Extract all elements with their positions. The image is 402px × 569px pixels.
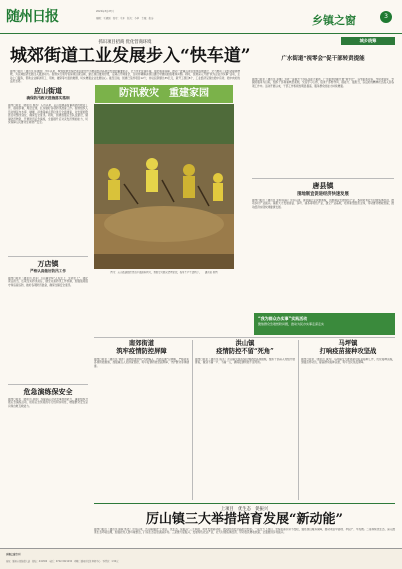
right-article-2-subhead: 围地制宜促进经济快速发展 [297,192,349,197]
divider [8,384,88,385]
newspaper-logo: 随州日报 [6,9,58,25]
bottom-body: 随州日报讯（通讯员 胡斌 郑洁）今年以来，厉山镇围绕“上项目、优生态、促振兴”三大举措，培育发展新动能，推动经济社会高质量发展。一是全力上项目，坚持招商引资不放松，强化项目服务保障，推动项目早落地、早投产、早见效。二是持续优生态，深入推进生态环境治理，加强农村人居环境整治，打造生态宜居美丽乡村。三是聚力促振兴，发展特色农业产业，壮大村级集体经济，带动农民增收致富，全面推进乡村振兴。 [94,528,395,535]
section-label: 城乡统筹 [341,37,395,45]
divider [192,340,193,500]
editor-credits: 编辑：王建国 校对：王芳 版式：李华 美编：张涛 [96,17,154,20]
divider [94,503,395,504]
bottom-kicker: 上项目 优生态 促振兴 [220,507,269,512]
section-title: 乡镇之窗 [312,14,356,27]
issue-date: 2022年3月27日 [96,10,114,13]
feature-banner: 防汛救灾 重建家园 [95,85,233,103]
left-article-1-body: 随州日报讯（通讯员 周涛）入汛以来，应山街道高度重视防汛救灾工作，提前部署，周密安排，扎实做好各项防汛准备工作。街道组织人员对辖区内水库、塘堰、河道等重点部位进行全面排查，对发现的隐患及时整改到位，确保安全度汛。同时，街道加强应急队伍建设，储备防汛物资，开展防汛应急演练，全面提升应对突发汛情的能力，切实保障人民群众生命财产安全。 [8,104,88,125]
left-article-2-body: 随州日报讯（通讯员 吴军）万店镇坚持“人民至上、生命至上”，强化责任担当，压紧压实防汛责任，健全完善防汛工作机制，加强值班值守和巡查巡防，做好各项防汛准备，确保全镇安全度汛。 [8,277,88,287]
mid-article-2-headline: 洪山镇 疫情防控不留“死角” [216,340,274,355]
right-article-2-place: 唐县镇 [312,181,334,190]
divider [298,340,299,500]
divider [94,337,395,338]
divider [8,256,88,257]
left-article-3-body: 随州日报讯（通讯员 孙伟）为提高应对突发事件的能力，镇里组织开展应急演练活动，检验应急预案的可行性和实用性，增强群众安全意识和自救互救能力。 [8,398,88,408]
top-body: 随州日报讯（通讯员 陈建国）今年以来，城郊街道坚持把项目建设作为推动经济高质量发展的重要抓手，全力优化营商环境，强化服务保障，推动一批重点项目加快落地建设，全力推动工业经济提质增效，为区域经济发展注入强劲动力。街道实行领导包保项目责任制，建立项目推进台账，定期召开调度会，及时协调解决项目建设中遇到的困难和问题。同时，街道深入开展“我为企业办实事”活动，主动上门服务，帮助企业解决用工、用地、融资等方面的难题，切实增强企业发展信心。截至目前，街道已签约项目12个，协议投资额达35亿元，新开工项目8个，工业经济呈现出稳中有进、稳中向好的良好态势。 [10,70,240,84]
page-footer [0,548,402,569]
page-number: 3 [380,11,392,23]
left-article-3-headline: 危急演练保安全 [23,387,73,396]
mid-article-3-headline: 马坪镇 打响疫苗接种攻坚战 [319,340,377,355]
mid-article-1-headline: 南郊街道 筑牢疫情防控屏障 [116,340,167,355]
right-article-2-body: 随州日报讯（通讯员 张明 程丽）今年以来，唐县镇立足资源禀赋，因地制宜发展特色产业，积极培育壮大村级集体经济，推动乡村产业振兴。镇里大力发展香菇、茶叶、油茶等特色产业，建立产业基地，培育新型经营主体，带动群众增收致富，推动经济实现快速健康发展。 [252,199,394,209]
divider [252,178,394,179]
photo-caption: 图为：应山街道组织党员干部抢险救灾，帮助受灾群众清理淤泥，恢复生产生活秩序。 通讯员 供图 [110,271,218,274]
left-article-2-subhead: 严格认真做好防汛工作 [30,269,66,273]
masthead [0,0,402,34]
photo-illustration [94,104,234,269]
right-article-1-body: 随州日报讯（通讯员 李娜）为进一步提升干部队伍能力素质，广水街道创新开展“视零会”，以零距离对标、零时差落实、零缺陷服务为目标，组织干部观看典型案例，交流学习心得，促进干部转作风、提能力、强担当，以良好的精神状态投入到各项工作中。活动开展以来，干部工作积极性明显提高，服务群众的能力持续增强。 [252,78,394,88]
mid-article-3-body: 随州日报讯（通讯员 黄涛）马坪镇全力推进新冠疫苗接种工作，优化接种流程，加强宣传动员，提高群众接种意愿，筑牢全民免疫屏障。 [301,358,395,365]
left-article-1-subhead: 确保防汛救灾措施落实落细 [26,96,70,100]
left-article-2-place: 万店镇 [37,259,59,268]
flood-rescue-photo [94,104,234,269]
top-headline: 城郊街道工业发展步入“快车道” [10,46,251,66]
top-kicker: 抓识项目招商 优化营商环境 [98,40,152,45]
bottom-headline: 厉山镇三大举措培育发展“新动能” [146,512,343,527]
right-article-1-headline: 广水街道“视零会”促干部转责提能 [281,56,365,62]
mid-article-1-body: 随州日报讯（通讯员 刘洋）南郊街道坚持“外防输入、内防反弹”总策略，严格落实各项防控措施，加强重点人员排查管控，筑牢疫情防控坚固屏障，守护群众身体健康。 [94,358,189,368]
footer-title: 乡镇之窗专刊 [6,553,21,556]
left-article-1-place: 应山街道 [34,86,62,95]
campaign-title: “我为群众办实事”实践活动 [258,316,308,321]
campaign-box [254,313,395,335]
campaign-text: 聚焦群众急难愁盼问题，推动为民办实事走深走实 [258,321,325,326]
footer-info: 地址：随州市擂鼓墩大道 邮编：441300 电话：0722-3221234 印刷：随州日报社印务中心 零售价：1.50元 [6,560,119,563]
mid-article-2-body: 随州日报讯（通讯员 陈平）洪山镇全面落实疫情防控各项措施，组织干部深入村组开展排查，做到不漏一户、不漏一人，确保疫情防控不留死角。 [195,358,295,365]
